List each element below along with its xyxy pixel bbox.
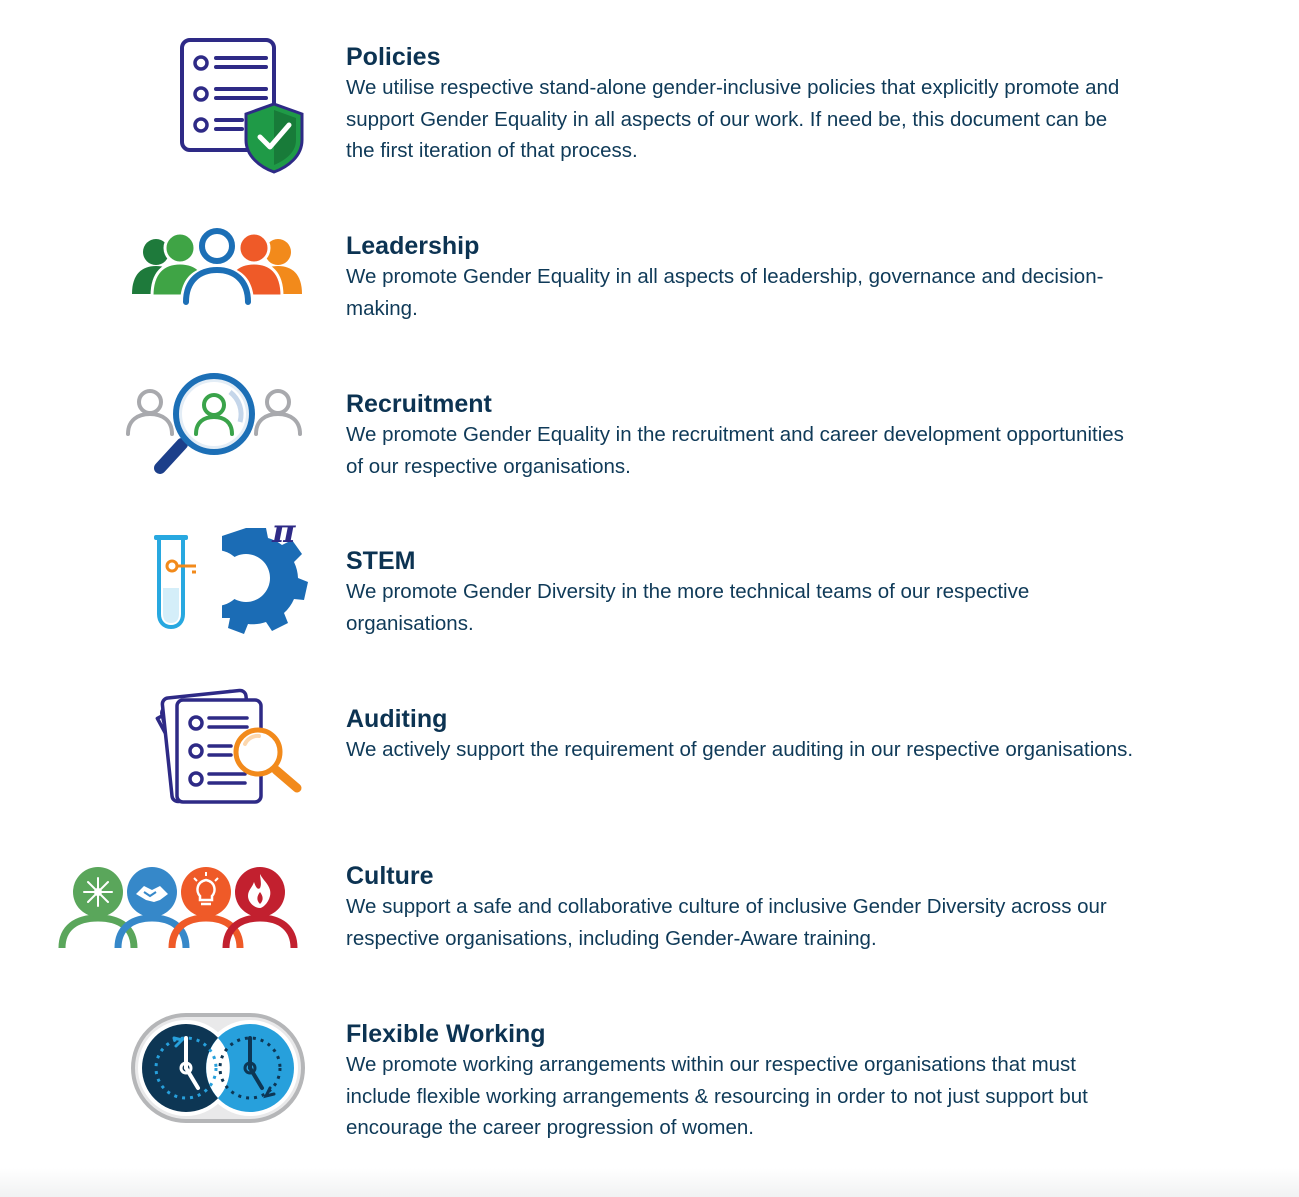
person-magnifier-icon — [124, 372, 306, 478]
stem-description: We promote Gender Diversity in the more technical teams of our respective organisations. — [346, 580, 1030, 635]
policies-description: We utilise respective stand-alone gender-inclusive policies that explicitly promote and support Gender Equality in all aspects of our work. If need be, this document can be the first iteration of that process. — [346, 76, 1120, 162]
policies-text-block — [346, 42, 1136, 167]
policies-heading: Policies — [346, 43, 441, 71]
recruitment-text-block — [346, 389, 1136, 482]
stem-text-block — [346, 546, 1136, 639]
policy-document-shield-icon — [176, 36, 306, 176]
auditing-heading: Auditing — [346, 705, 448, 733]
flexible-working-heading: Flexible Working — [346, 1020, 546, 1048]
people-group-icon — [128, 226, 306, 306]
test-tube-gear-pi-icon — [152, 512, 304, 636]
two-clocks-icon — [130, 1012, 306, 1124]
flexible-working-description: We promote working arrangements within our respective organisations that must include flexible working arrangements & resourcing in order to not just support but encourage the career progression of women. — [346, 1053, 1088, 1139]
page-bottom-edge — [0, 1168, 1299, 1197]
auditing-description: We actively support the requirement of gender auditing in our respective organisations. — [346, 738, 1134, 761]
leadership-text-block — [346, 231, 1136, 324]
diverse-people-icon — [58, 866, 302, 950]
documents-magnifier-icon — [155, 686, 305, 808]
svg-text:π: π — [272, 512, 296, 550]
culture-heading: Culture — [346, 862, 434, 890]
culture-description: We support a safe and collaborative culture of inclusive Gender Diversity across our respective organisations, including Gender-Aware training. — [346, 895, 1107, 950]
culture-text-block — [346, 861, 1136, 954]
auditing-text-block — [346, 704, 1136, 766]
stem-heading: STEM — [346, 547, 416, 575]
recruitment-description: We promote Gender Equality in the recruitment and career development opportunities of our respective organisations. — [346, 423, 1124, 478]
recruitment-heading: Recruitment — [346, 390, 492, 418]
leadership-description: We promote Gender Equality in all aspects of leadership, governance and decision-making. — [346, 265, 1104, 320]
leadership-heading: Leadership — [346, 232, 480, 260]
flexible-working-text-block — [346, 1019, 1136, 1144]
